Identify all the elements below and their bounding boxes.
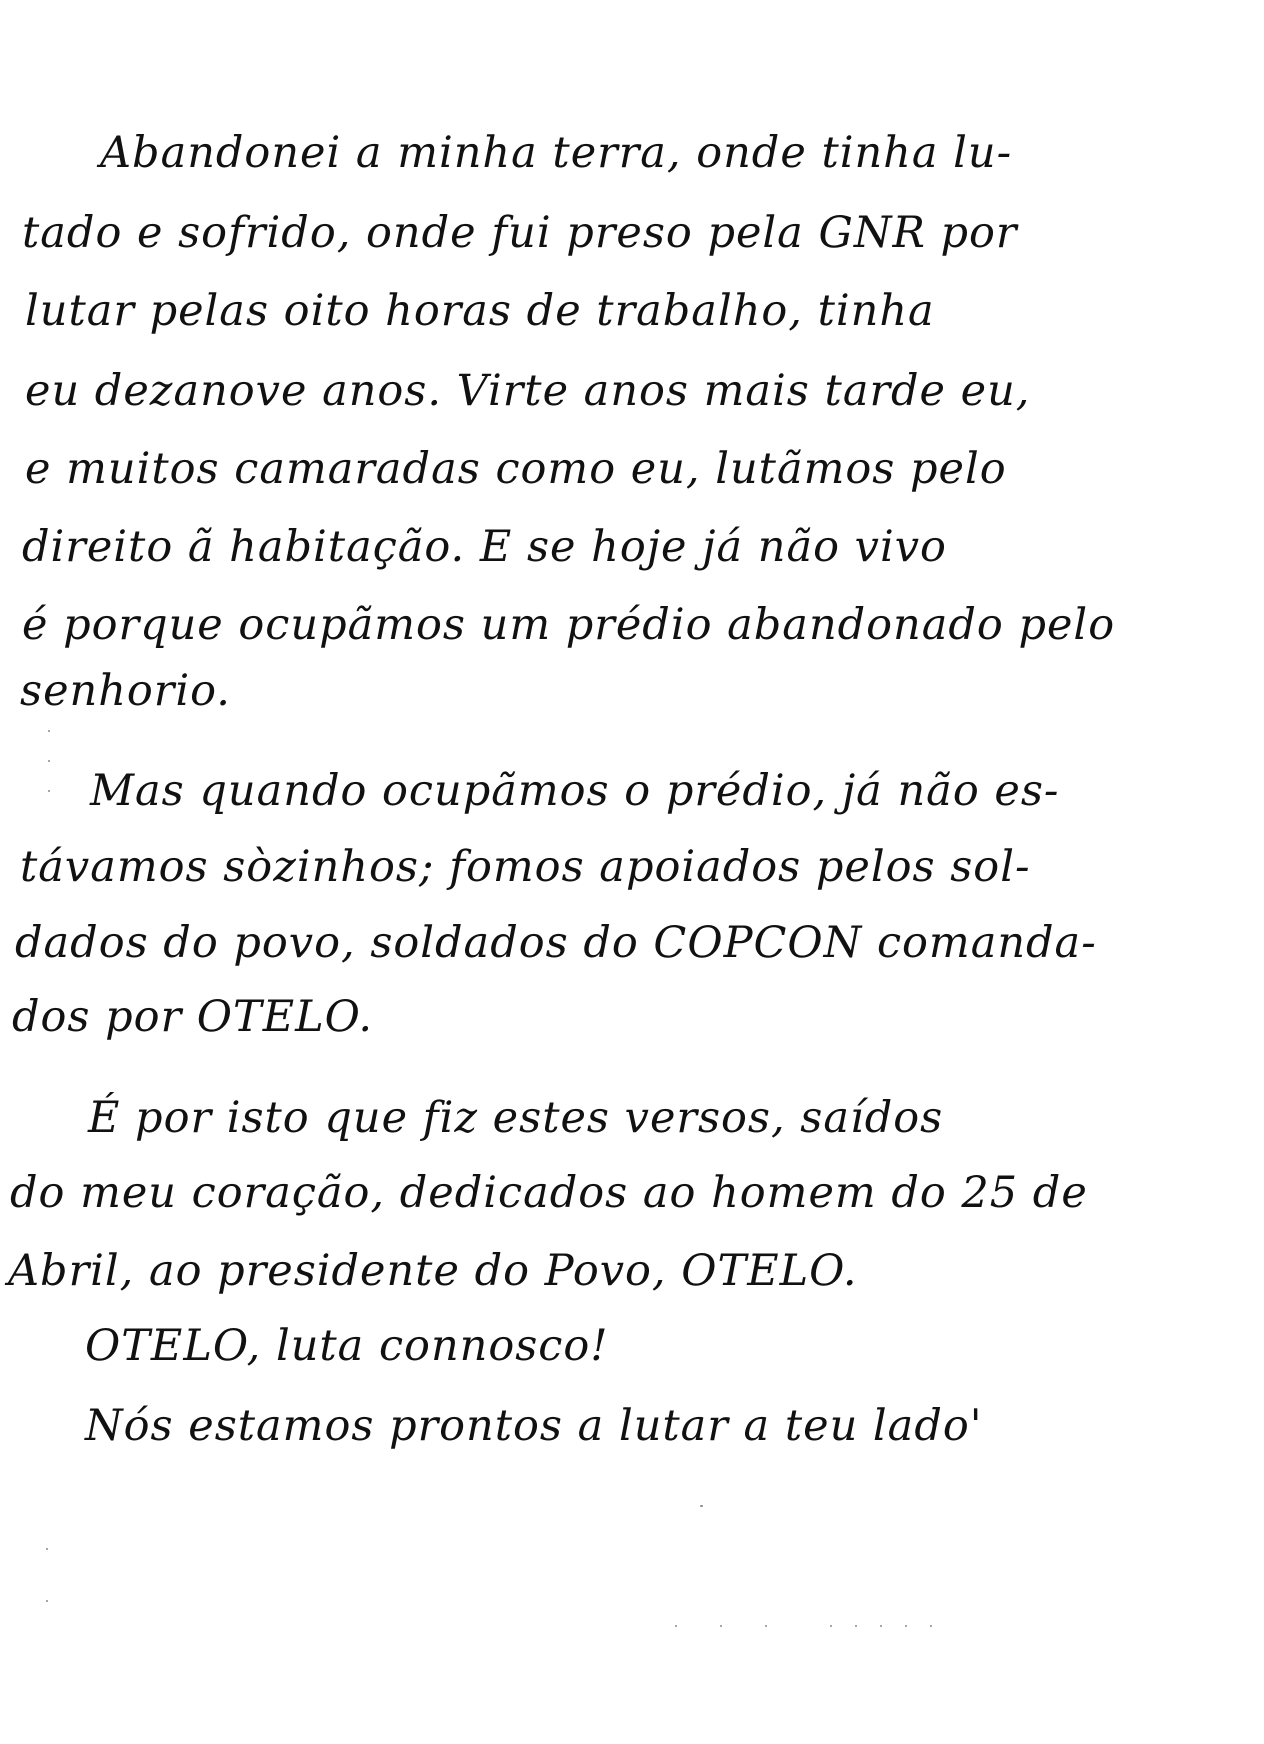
scan-speck xyxy=(46,1600,48,1602)
scan-speck xyxy=(46,1548,48,1550)
scan-speck xyxy=(880,1625,882,1627)
scan-speck xyxy=(765,1625,767,1627)
scan-speck xyxy=(700,1505,703,1507)
text-line: dados do povo, soldados do COPCON comanda- xyxy=(15,918,1097,968)
text-line: Mas quando ocupãmos o prédio, já não es- xyxy=(90,766,1060,816)
text-line: e muitos camaradas como eu, lutãmos pelo xyxy=(25,444,1007,494)
text-line: tado e sofrido, onde fui preso pela GNR por xyxy=(22,208,1018,258)
scan-speck xyxy=(48,730,50,732)
text-line: lutar pelas oito horas de trabalho, tinha xyxy=(25,286,935,336)
text-line: Abandonei a minha terra, onde tinha lu- xyxy=(100,128,1013,178)
scan-speck xyxy=(48,790,50,792)
scan-speck xyxy=(930,1625,932,1627)
text-line: É por isto que fiz estes versos, saídos xyxy=(88,1093,944,1143)
scan-speck xyxy=(720,1625,722,1627)
scan-speck xyxy=(48,760,50,762)
text-line: é porque ocupãmos um prédio abandonado pelo xyxy=(22,600,1116,650)
text-line: dos por OTELO. xyxy=(12,992,374,1042)
scan-speck xyxy=(855,1625,857,1627)
text-line: OTELO, luta connosco! xyxy=(85,1321,609,1371)
scan-speck xyxy=(905,1625,907,1627)
scan-speck xyxy=(675,1625,677,1627)
text-line: Nós estamos prontos a lutar a teu lado' xyxy=(85,1401,983,1451)
scan-speck xyxy=(830,1625,832,1627)
text-line: do meu coração, dedicados ao homem do 25 de xyxy=(10,1168,1088,1218)
text-line: eu dezanove anos. Virte anos mais tarde eu, xyxy=(25,366,1031,416)
text-line: senhorio. xyxy=(20,666,231,716)
text-line: távamos sòzinhos; fomos apoiados pelos sol- xyxy=(20,842,1031,892)
text-line: direito ã habitação. E se hoje já não vivo xyxy=(22,522,947,572)
text-line: Abril, ao presidente do Povo, OTELO. xyxy=(8,1246,858,1296)
